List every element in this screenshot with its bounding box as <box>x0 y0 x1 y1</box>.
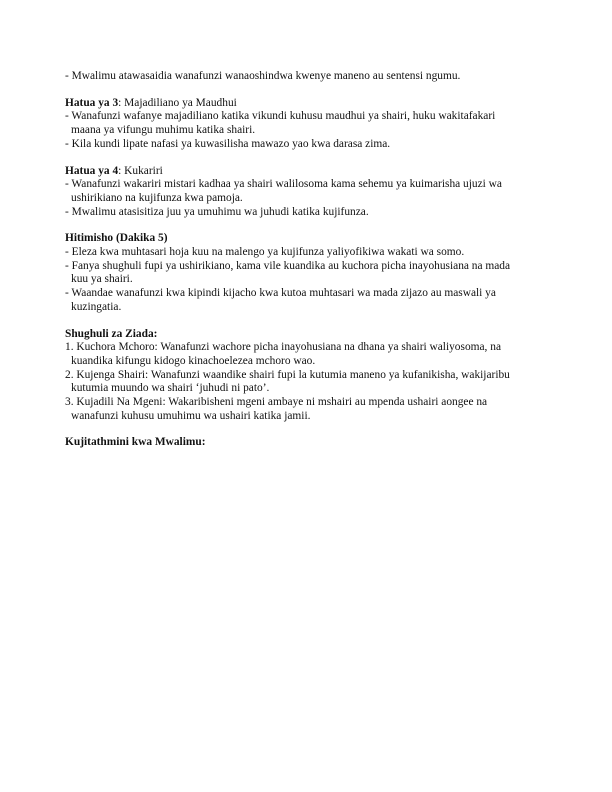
step3-label: Hatua ya 3 <box>65 96 119 109</box>
extra-item1-line2: kuandika kifungu kidogo kinachoelezea mchoro wao. <box>71 354 316 367</box>
intro-line: - Mwalimu atawasaidia wanafunzi wanaoshindwa kwenye maneno au sentensi ngumu. <box>65 70 461 82</box>
step3-heading <box>65 97 552 111</box>
intro-paragraph <box>65 70 552 84</box>
self-evaluation-section <box>65 436 552 450</box>
extra-item2-line1: 2. Kujenga Shairi: Wanafunzi waandike shairi fupi la kutumia maneno ya kufanikisha, wakijaribu <box>65 368 510 381</box>
step4-label: Hatua ya 4 <box>65 164 119 177</box>
step4-heading <box>65 165 552 179</box>
conclusion-item3-line1: - Waandae wanafunzi kwa kipindi kijacho kwa kutoa muhtasari wa mada zijazo au maswali ya <box>65 287 496 300</box>
step4-item1-line2: ushirikiano na kujifunza kwa pamoja. <box>71 191 243 204</box>
step3-section <box>65 97 552 152</box>
extra-item1-line1: 1. Kuchora Mchoro: Wanafunzi wachore picha inayohusiana na dhana ya shairi waliyosoma, na <box>65 341 501 354</box>
extra-item3-line2: wanafunzi kuhusu umuhimu wa ushairi katika jamii. <box>71 409 311 422</box>
conclusion-section <box>65 232 552 314</box>
conclusion-item2-line2: kuu ya shairi. <box>71 273 133 286</box>
extra-item2-line2: kutumia muundo wa shairi ‘juhudi ni pato’. <box>71 382 270 395</box>
step4-item2-line1: - Mwalimu atasisitiza juu ya umuhimu wa juhudi katika kujifunza. <box>65 205 369 218</box>
conclusion-item2-line1: - Fanya shughuli fupi ya ushirikiano, kama vile kuandika au kuchora picha inayohusiana na mada <box>65 259 511 272</box>
extra-activities-section <box>65 328 552 424</box>
self-evaluation-heading: Kujitathmini kwa Mwalimu: <box>65 436 206 449</box>
conclusion-item3-line2: kuzingatia. <box>71 300 122 313</box>
step3-item2-line1: - Kila kundi lipate nafasi ya kuwasilisha mawazo yao kwa darasa zima. <box>65 137 391 150</box>
extra-item3-line1: 3. Kujadili Na Mgeni: Wakaribisheni mgeni ambaye ni mshairi au mpenda ushairi aongee na <box>65 396 488 409</box>
extra-activities-heading: Shughuli za Ziada: <box>65 327 158 340</box>
conclusion-item1-line1: - Eleza kwa muhtasari hoja kuu na malengo ya kujifunza yaliyofikiwa wakati wa somo. <box>65 246 465 259</box>
step3-item1-line2: maana ya vifungu muhimu katika shairi. <box>71 124 256 137</box>
step4-section <box>65 165 552 220</box>
step3-item1-line1: - Wanafunzi wafanye majadiliano katika vikundi kuhusu maudhui ya shairi, huku wakitafakari <box>65 110 496 123</box>
step4-item1-line1: - Wanafunzi wakariri mistari kadhaa ya shairi walilosoma kama sehemu ya kuimarisha ujuzi wa <box>65 178 502 191</box>
step3-title: : Majadiliano ya Maudhui <box>118 96 237 109</box>
conclusion-heading: Hitimisho (Dakika 5) <box>65 232 168 245</box>
step4-title: : Kukariri <box>118 164 163 177</box>
